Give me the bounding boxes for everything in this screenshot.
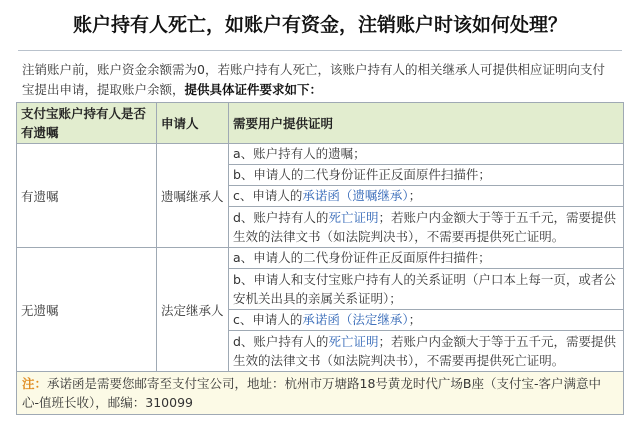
note-cell: [17, 372, 624, 415]
proof-item: [229, 331, 624, 372]
proof-item: b、申请人的二代身份证件正反面原件扫描件；: [229, 165, 624, 186]
condition-with-will: 有遗嘱: [17, 144, 157, 248]
table-row: [17, 144, 624, 165]
intro-text: 注销账户前，账户资金余额需为0，若账户持有人死亡，该账户持有人的相关继承人可提供相应证明向支付宝提出申请，提取账户余额，: [22, 62, 605, 97]
proof-item-text: c、申请人的: [233, 312, 303, 327]
intro-bold-text: 提供具体证件要求如下：: [184, 82, 323, 97]
applicant-will-heir: 遗嘱继承人: [157, 144, 229, 248]
header-will-status: 支付宝账户持有人是否有遗嘱: [17, 103, 157, 144]
commitment-letter-legal-link[interactable]: 承诺函（法定继承）: [302, 312, 409, 327]
applicant-legal-heir: 法定继承人: [157, 248, 229, 372]
page-title: 账户持有人死亡，如账户有资金，注销账户时该如何处理？: [72, 14, 567, 36]
condition-without-will: 无遗嘱: [17, 248, 157, 372]
requirements-table: [16, 102, 624, 415]
table-header-row: [17, 103, 624, 144]
header-applicant: 申请人: [157, 103, 229, 144]
proof-item: b、申请人和支付宝账户持有人的关系证明（户口本上每一页，或者公安机关出具的亲属关系证明）；: [229, 269, 624, 310]
title-divider: [18, 50, 622, 51]
proof-item: a、申请人的二代身份证件正反面原件扫描件；: [229, 248, 624, 269]
proof-item-text: ；若账户内金额大于等于五千元，需要提供生效的法律文书（如法院判决书），不需要再提供死亡证明。: [233, 210, 616, 244]
header-required-proof: 需要用户提供证明: [229, 103, 624, 144]
proof-item-text: ；若账户内金额大于等于五千元，需要提供生效的法律文书（如法院判决书），不需要再提供死亡证明。: [233, 334, 616, 368]
proof-item: [229, 186, 624, 207]
proof-item-text: ；: [408, 312, 422, 327]
commitment-letter-will-link[interactable]: 承诺函（遗嘱继承）: [302, 188, 409, 203]
proof-item-text: d、账户持有人的: [233, 210, 329, 225]
death-certificate-link[interactable]: 死亡证明: [328, 334, 379, 349]
note-row: [17, 372, 624, 415]
note-text: 承诺函是需要您邮寄至支付宝公司，地址：杭州市万塘路18号黄龙时代广场B座（支付宝-客户满意中心-值班长收），邮编：310099: [22, 376, 602, 410]
proof-item: [229, 310, 624, 331]
proof-item-text: d、账户持有人的: [233, 334, 329, 349]
proof-item-text: ；: [408, 188, 422, 203]
table-row: [17, 248, 624, 269]
intro-paragraph: [22, 60, 612, 100]
death-certificate-link[interactable]: 死亡证明: [328, 210, 379, 225]
note-label: 注：: [22, 376, 48, 391]
proof-item: [229, 207, 624, 248]
proof-item: a、账户持有人的遗嘱；: [229, 144, 624, 165]
proof-item-text: c、申请人的: [233, 188, 303, 203]
